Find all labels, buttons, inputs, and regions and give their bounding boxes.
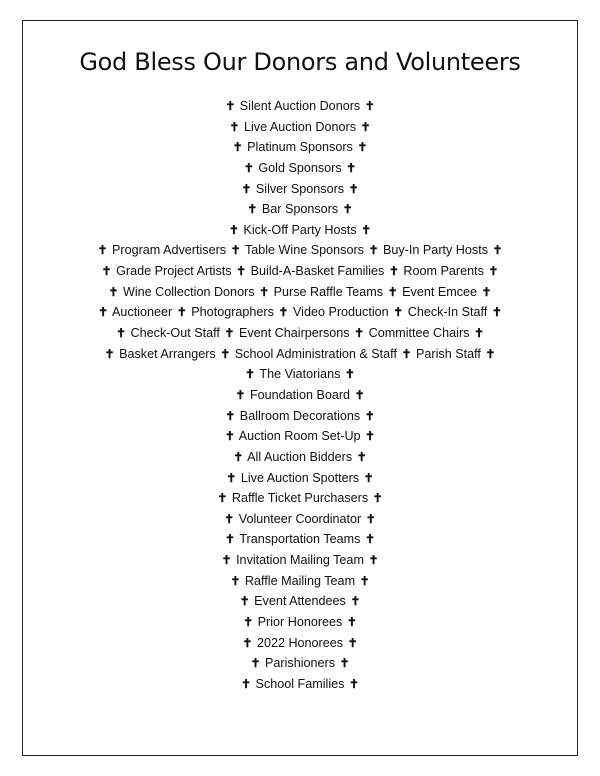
cross-icon: ✝ (491, 305, 502, 320)
cross-icon: ✝ (228, 222, 239, 237)
cross-icon: ✝ (360, 119, 371, 134)
list-item: Auction Room Set-Up (238, 429, 361, 444)
list-item: Kick-Off Party Hosts (243, 222, 357, 237)
list-item: Bar Sponsors (261, 202, 339, 217)
list-line (0, 406, 600, 427)
list-line (0, 571, 600, 592)
list-line (0, 137, 600, 158)
list-item: Live Auction Spotters (240, 470, 360, 485)
cross-icon: ✝ (347, 635, 358, 650)
cross-icon: ✝ (485, 346, 496, 361)
list-item: Buy-In Party Hosts (383, 243, 488, 258)
list-item: Gold Sponsors (258, 160, 342, 175)
list-line (0, 158, 600, 179)
cross-icon: ✝ (350, 594, 361, 609)
list-line (0, 591, 600, 612)
list-item: Prior Honorees (257, 615, 343, 630)
cross-icon: ✝ (108, 284, 119, 299)
list-item: Silver Sponsors (255, 181, 345, 196)
list-item: Purse Raffle Teams (273, 284, 384, 299)
list-item: 2022 Honorees (256, 635, 344, 650)
cross-icon: ✝ (232, 140, 243, 155)
list-item: Transportation Teams (239, 532, 361, 547)
list-line (0, 240, 600, 261)
list-item: Raffle Mailing Team (244, 573, 356, 588)
cross-icon: ✝ (278, 305, 289, 320)
cross-icon: ✝ (348, 676, 359, 691)
list-item: School Administration & Staff (234, 346, 397, 361)
cross-icon: ✝ (115, 326, 127, 341)
cross-icon: ✝ (342, 202, 353, 217)
cross-icon: ✝ (104, 346, 115, 361)
cross-icon: ✝ (361, 222, 372, 237)
cross-icon: ✝ (225, 408, 236, 423)
list-item: Live Auction Donors (243, 119, 356, 134)
list-item: Program Advertisers (112, 243, 227, 258)
cross-icon: ✝ (365, 511, 376, 526)
cross-icon: ✝ (357, 140, 368, 155)
cross-icon: ✝ (488, 264, 499, 279)
list-item: Parishioners (265, 656, 335, 671)
list-item: School Families (255, 676, 345, 691)
list-item: The Viatorians (259, 367, 341, 382)
cross-icon: ✝ (224, 429, 235, 444)
cross-icon: ✝ (233, 449, 244, 464)
honoree-list (0, 96, 600, 695)
cross-icon: ✝ (176, 305, 187, 320)
cross-icon: ✝ (235, 387, 246, 402)
list-item: Event Emcee (402, 284, 478, 299)
cross-icon: ✝ (359, 573, 370, 588)
cross-icon: ✝ (239, 594, 250, 609)
list-line (0, 364, 600, 385)
list-item: Ballroom Decorations (239, 408, 361, 423)
cross-icon: ✝ (346, 160, 357, 175)
cross-icon: ✝ (242, 635, 253, 650)
list-item: All Auction Bidders (247, 449, 353, 464)
cross-icon: ✝ (393, 305, 404, 320)
list-line (0, 385, 600, 406)
cross-icon: ✝ (473, 326, 484, 341)
list-item: Parish Staff (416, 346, 481, 361)
list-line (0, 282, 600, 303)
cross-icon: ✝ (243, 160, 254, 175)
cross-icon: ✝ (354, 326, 365, 341)
cross-icon: ✝ (229, 119, 240, 134)
cross-icon: ✝ (243, 615, 254, 630)
page-title: God Bless Our Donors and Volunteers (79, 48, 521, 76)
list-item: Committee Chairs (368, 326, 470, 341)
cross-icon: ✝ (226, 470, 237, 485)
cross-icon: ✝ (230, 243, 241, 258)
cross-icon: ✝ (346, 615, 357, 630)
cross-icon: ✝ (221, 553, 232, 568)
list-item: Basket Arrangers (119, 346, 216, 361)
list-line (0, 96, 600, 117)
cross-icon: ✝ (247, 202, 258, 217)
list-item: Check-Out Staff (130, 326, 220, 341)
list-item: Event Attendees (254, 594, 346, 609)
list-item: Grade Project Artists (116, 264, 232, 279)
cross-icon: ✝ (368, 243, 379, 258)
cross-icon: ✝ (344, 367, 355, 382)
cross-icon: ✝ (98, 305, 109, 320)
list-item: Build-A-Basket Families (250, 264, 385, 279)
list-item: Video Production (292, 305, 389, 320)
list-item: Foundation Board (249, 387, 351, 402)
cross-icon: ✝ (236, 264, 247, 279)
cross-icon: ✝ (259, 284, 270, 299)
cross-icon: ✝ (250, 656, 261, 671)
cross-icon: ✝ (492, 243, 503, 258)
cross-icon: ✝ (387, 284, 398, 299)
list-item: Raffle Ticket Purchasers (231, 491, 369, 506)
list-item: Event Chairpersons (238, 326, 350, 341)
cross-icon: ✝ (364, 408, 375, 423)
cross-icon: ✝ (401, 346, 412, 361)
list-item: Room Parents (403, 264, 484, 279)
cross-icon: ✝ (245, 367, 256, 382)
list-item: Auctioneer (112, 305, 173, 320)
cross-icon: ✝ (481, 284, 492, 299)
cross-icon: ✝ (363, 470, 374, 485)
list-line (0, 220, 600, 241)
list-item: Table Wine Sponsors (244, 243, 364, 258)
list-line (0, 302, 600, 323)
list-line (0, 612, 600, 633)
list-item: Wine Collection Donors (122, 284, 255, 299)
cross-icon: ✝ (368, 553, 379, 568)
list-line (0, 488, 600, 509)
cross-icon: ✝ (365, 429, 376, 444)
list-line (0, 674, 600, 695)
cross-icon: ✝ (224, 511, 235, 526)
list-line (0, 633, 600, 654)
cross-icon: ✝ (339, 656, 350, 671)
cross-icon: ✝ (354, 387, 365, 402)
list-line (0, 344, 600, 365)
list-line (0, 550, 600, 571)
cross-icon: ✝ (356, 449, 367, 464)
cross-icon: ✝ (217, 491, 228, 506)
list-item: Photographers (191, 305, 274, 320)
list-line (0, 653, 600, 674)
list-line (0, 529, 600, 550)
list-item: Platinum Sponsors (247, 140, 353, 155)
list-line (0, 509, 600, 530)
list-line (0, 323, 600, 344)
list-line (0, 179, 600, 200)
cross-icon: ✝ (225, 99, 236, 113)
list-line (0, 468, 600, 489)
cross-icon: ✝ (240, 676, 252, 691)
cross-icon: ✝ (364, 532, 375, 547)
list-line (0, 117, 600, 138)
cross-icon: ✝ (224, 532, 236, 547)
cross-icon: ✝ (97, 243, 108, 258)
list-line (0, 199, 600, 220)
list-item: Invitation Mailing Team (236, 553, 364, 568)
cross-icon: ✝ (372, 491, 383, 506)
cross-icon: ✝ (224, 326, 235, 341)
list-item: Volunteer Coordinator (238, 511, 362, 526)
list-line (0, 261, 600, 282)
cross-icon: ✝ (230, 573, 241, 588)
cross-icon: ✝ (348, 181, 359, 196)
list-line (0, 447, 600, 468)
cross-icon: ✝ (241, 181, 252, 196)
list-item: Check-In Staff (407, 305, 488, 320)
cross-icon: ✝ (101, 264, 112, 279)
cross-icon: ✝ (364, 99, 375, 113)
cross-icon: ✝ (388, 264, 399, 279)
list-item: Silent Auction Donors (239, 99, 361, 113)
list-line (0, 426, 600, 447)
cross-icon: ✝ (220, 346, 231, 361)
